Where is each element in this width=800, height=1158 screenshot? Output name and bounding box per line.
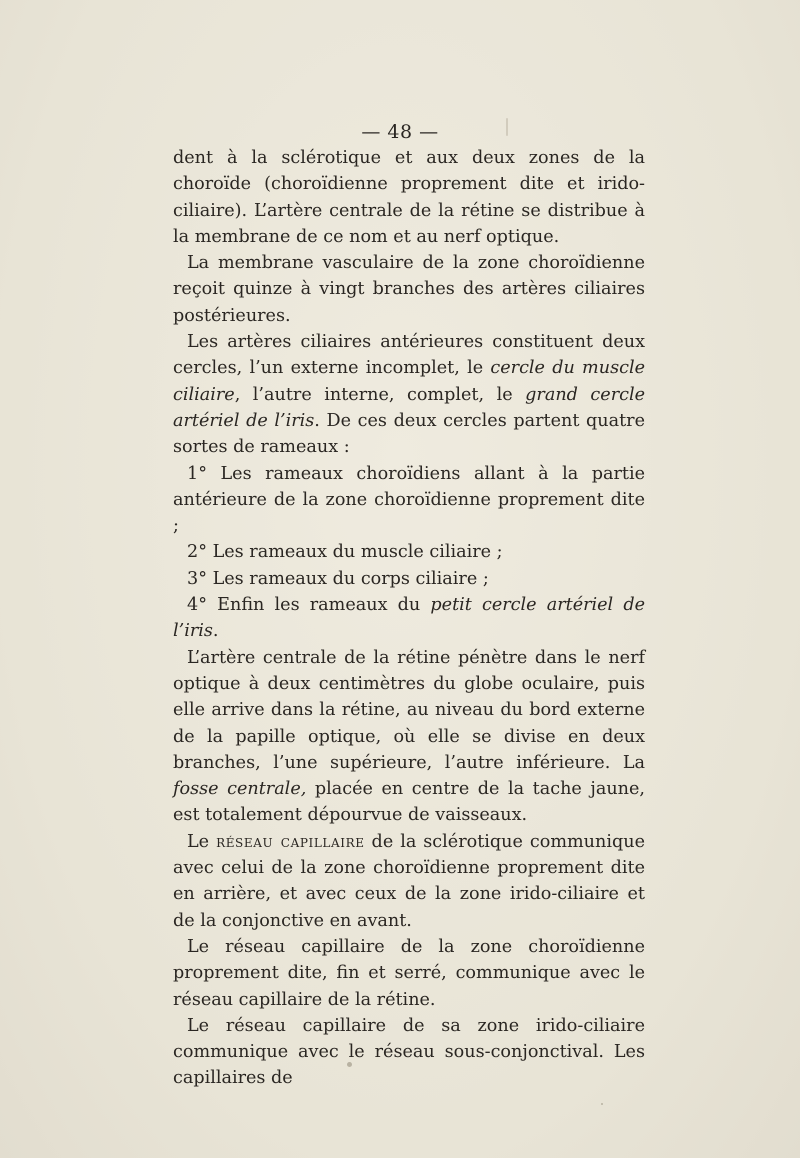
paragraph — [173, 250, 645, 329]
paragraph — [173, 329, 645, 460]
paragraph — [173, 539, 645, 565]
text-run: . De ces deux cercles partent quatre sortes de rameaux : — [173, 410, 645, 458]
page-number: — 48 — — [361, 121, 439, 143]
body-text — [173, 145, 645, 1092]
text-run: . — [212, 621, 219, 642]
text-run: placée en centre de la tache jaune, est totalement dépourvue de vaisseaux. — [173, 779, 645, 826]
italic-term: petit cercle artériel de l’iris — [173, 595, 646, 642]
paragraph — [173, 461, 645, 540]
text-run: de la sclérotique communique avec celui de la zone choroïdienne proprement dite en arrière, et avec ceux de la zone irido-ciliaire et de la conjonctive en avant. — [173, 831, 645, 931]
text-run: La membrane vasculaire de la zone choroïdienne reçoit quinze à vingt branches des artères ciliaires postérieures. — [173, 253, 645, 326]
text-run: 4° Enfin les rameaux du — [187, 595, 431, 616]
text-run: Le réseau capillaire de la zone choroïdienne proprement dite, fin et serré, communique avec le réseau capillaire de la rétine. — [173, 936, 645, 1010]
small-caps-term: réseau capillaire — [216, 831, 365, 852]
text-run: Le réseau capillaire de sa zone irido-ciliaire communique avec le réseau sous-conjonctival. Les capillaires de — [173, 1015, 645, 1089]
text-run: L’artère centrale de la rétine pénètre dans le nerf optique à deux centimètres du globe oculaire, puis elle arrive dans la rétine, au niveau du bord externe de la papille optique, où elle se divise en deux branches, l’une supérieure, l’autre inférieure. La — [173, 647, 645, 773]
text-run: , l’autre interne, complet, le — [234, 384, 526, 405]
text-run: 3° Les rameaux du corps ciliaire ; — [187, 568, 489, 589]
paragraph — [173, 145, 645, 250]
italic-term: cercle du muscle ciliaire — [173, 358, 645, 405]
paragraph — [173, 934, 645, 1013]
text-run: Le — [187, 831, 217, 852]
text-run: dent à la sclérotique et aux deux zones de la choroïde (choroïdienne proprement dite et irido-ciliaire). L’artère centrale de la rétine se distribue à la membrane de ce nom et au nerf optique. — [173, 148, 645, 247]
paragraph — [173, 592, 645, 645]
paragraph — [173, 829, 645, 934]
italic-term: fosse centrale, — [173, 779, 307, 800]
paragraph — [173, 1013, 645, 1092]
italic-term: grand cercle artériel de l’iris — [173, 384, 646, 431]
paragraph — [173, 645, 645, 829]
paper-speck — [601, 1103, 603, 1105]
text-run: 2° Les rameaux du muscle ciliaire ; — [187, 542, 503, 563]
paragraph — [173, 566, 645, 592]
text-run: Les artères ciliaires antérieures constituent deux cercles, l’un externe incomplet, le — [173, 332, 645, 379]
paper-speck — [347, 1062, 352, 1067]
paper-speck — [506, 118, 508, 136]
text-run: 1° Les rameaux choroïdiens allant à la partie antérieure de la zone choroïdienne proprement dite ; — [173, 463, 645, 537]
